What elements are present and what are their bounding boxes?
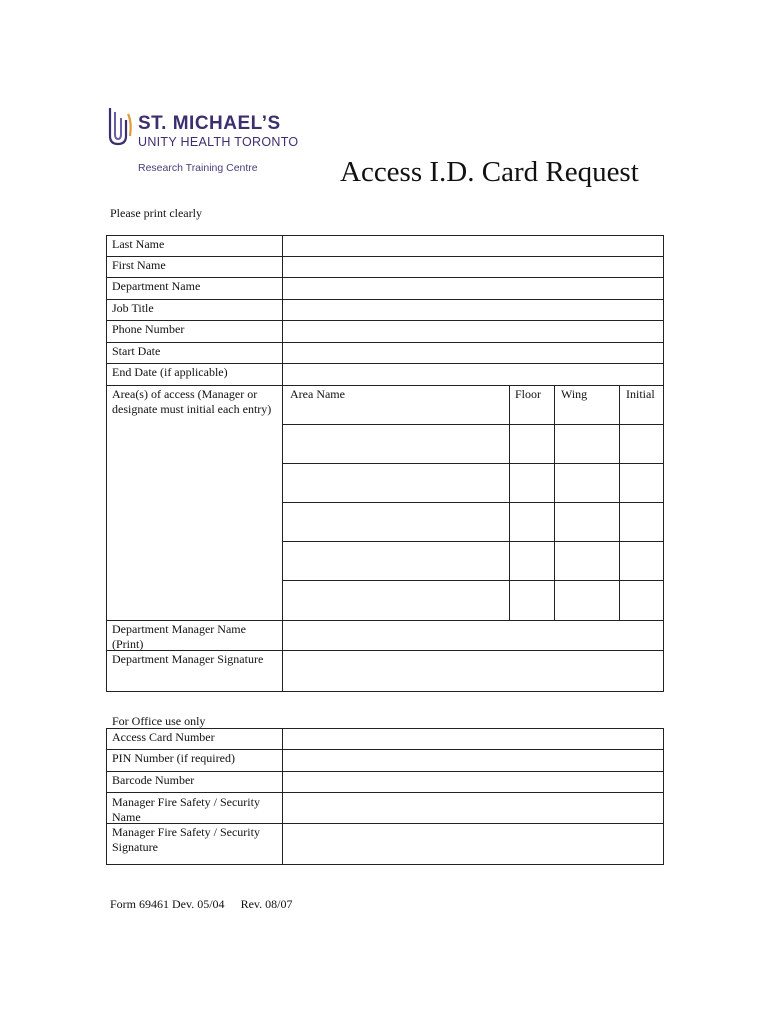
logo-subtitle: UNITY HEALTH TORONTO [138, 135, 299, 149]
label-job-title: Job Title [112, 301, 154, 315]
label-manager-name: Department Manager Name (Print) [112, 622, 246, 651]
form-revision: Rev. 08/07 [240, 897, 293, 911]
label-barcode-number: Barcode Number [112, 773, 195, 787]
label-start-date: Start Date [112, 344, 161, 358]
instruction-text: Please print clearly [110, 206, 202, 220]
logo-mark-icon [106, 106, 134, 148]
column-area-name: Area Name [290, 387, 345, 401]
label-access-areas: Area(s) of access (Manager or designate must initial each entry) [112, 387, 272, 416]
logo-centre-name: Research Training Centre [138, 162, 258, 174]
label-first-name: First Name [112, 258, 166, 272]
label-fire-safety-name: Manager Fire Safety / Security Name [112, 795, 260, 824]
form-footer [110, 897, 292, 912]
label-department-name: Department Name [112, 279, 201, 293]
label-phone-number: Phone Number [112, 322, 185, 336]
label-last-name: Last Name [112, 237, 165, 251]
column-initial: Initial [626, 387, 655, 401]
logo-name: ST. MICHAEL’S [138, 113, 281, 134]
label-pin-number: PIN Number (if required) [112, 751, 235, 765]
column-wing: Wing [561, 387, 588, 401]
label-manager-signature: Department Manager Signature [112, 652, 264, 666]
label-fire-safety-signature: Manager Fire Safety / Security Signature [112, 825, 260, 854]
label-end-date: End Date (if applicable) [112, 365, 228, 379]
label-access-card-number: Access Card Number [112, 730, 215, 744]
column-floor: Floor [515, 387, 542, 401]
page-title: Access I.D. Card Request [340, 156, 639, 188]
form-number: Form 69461 Dev. 05/04 [110, 897, 225, 911]
office-use-heading: For Office use only [112, 714, 206, 728]
